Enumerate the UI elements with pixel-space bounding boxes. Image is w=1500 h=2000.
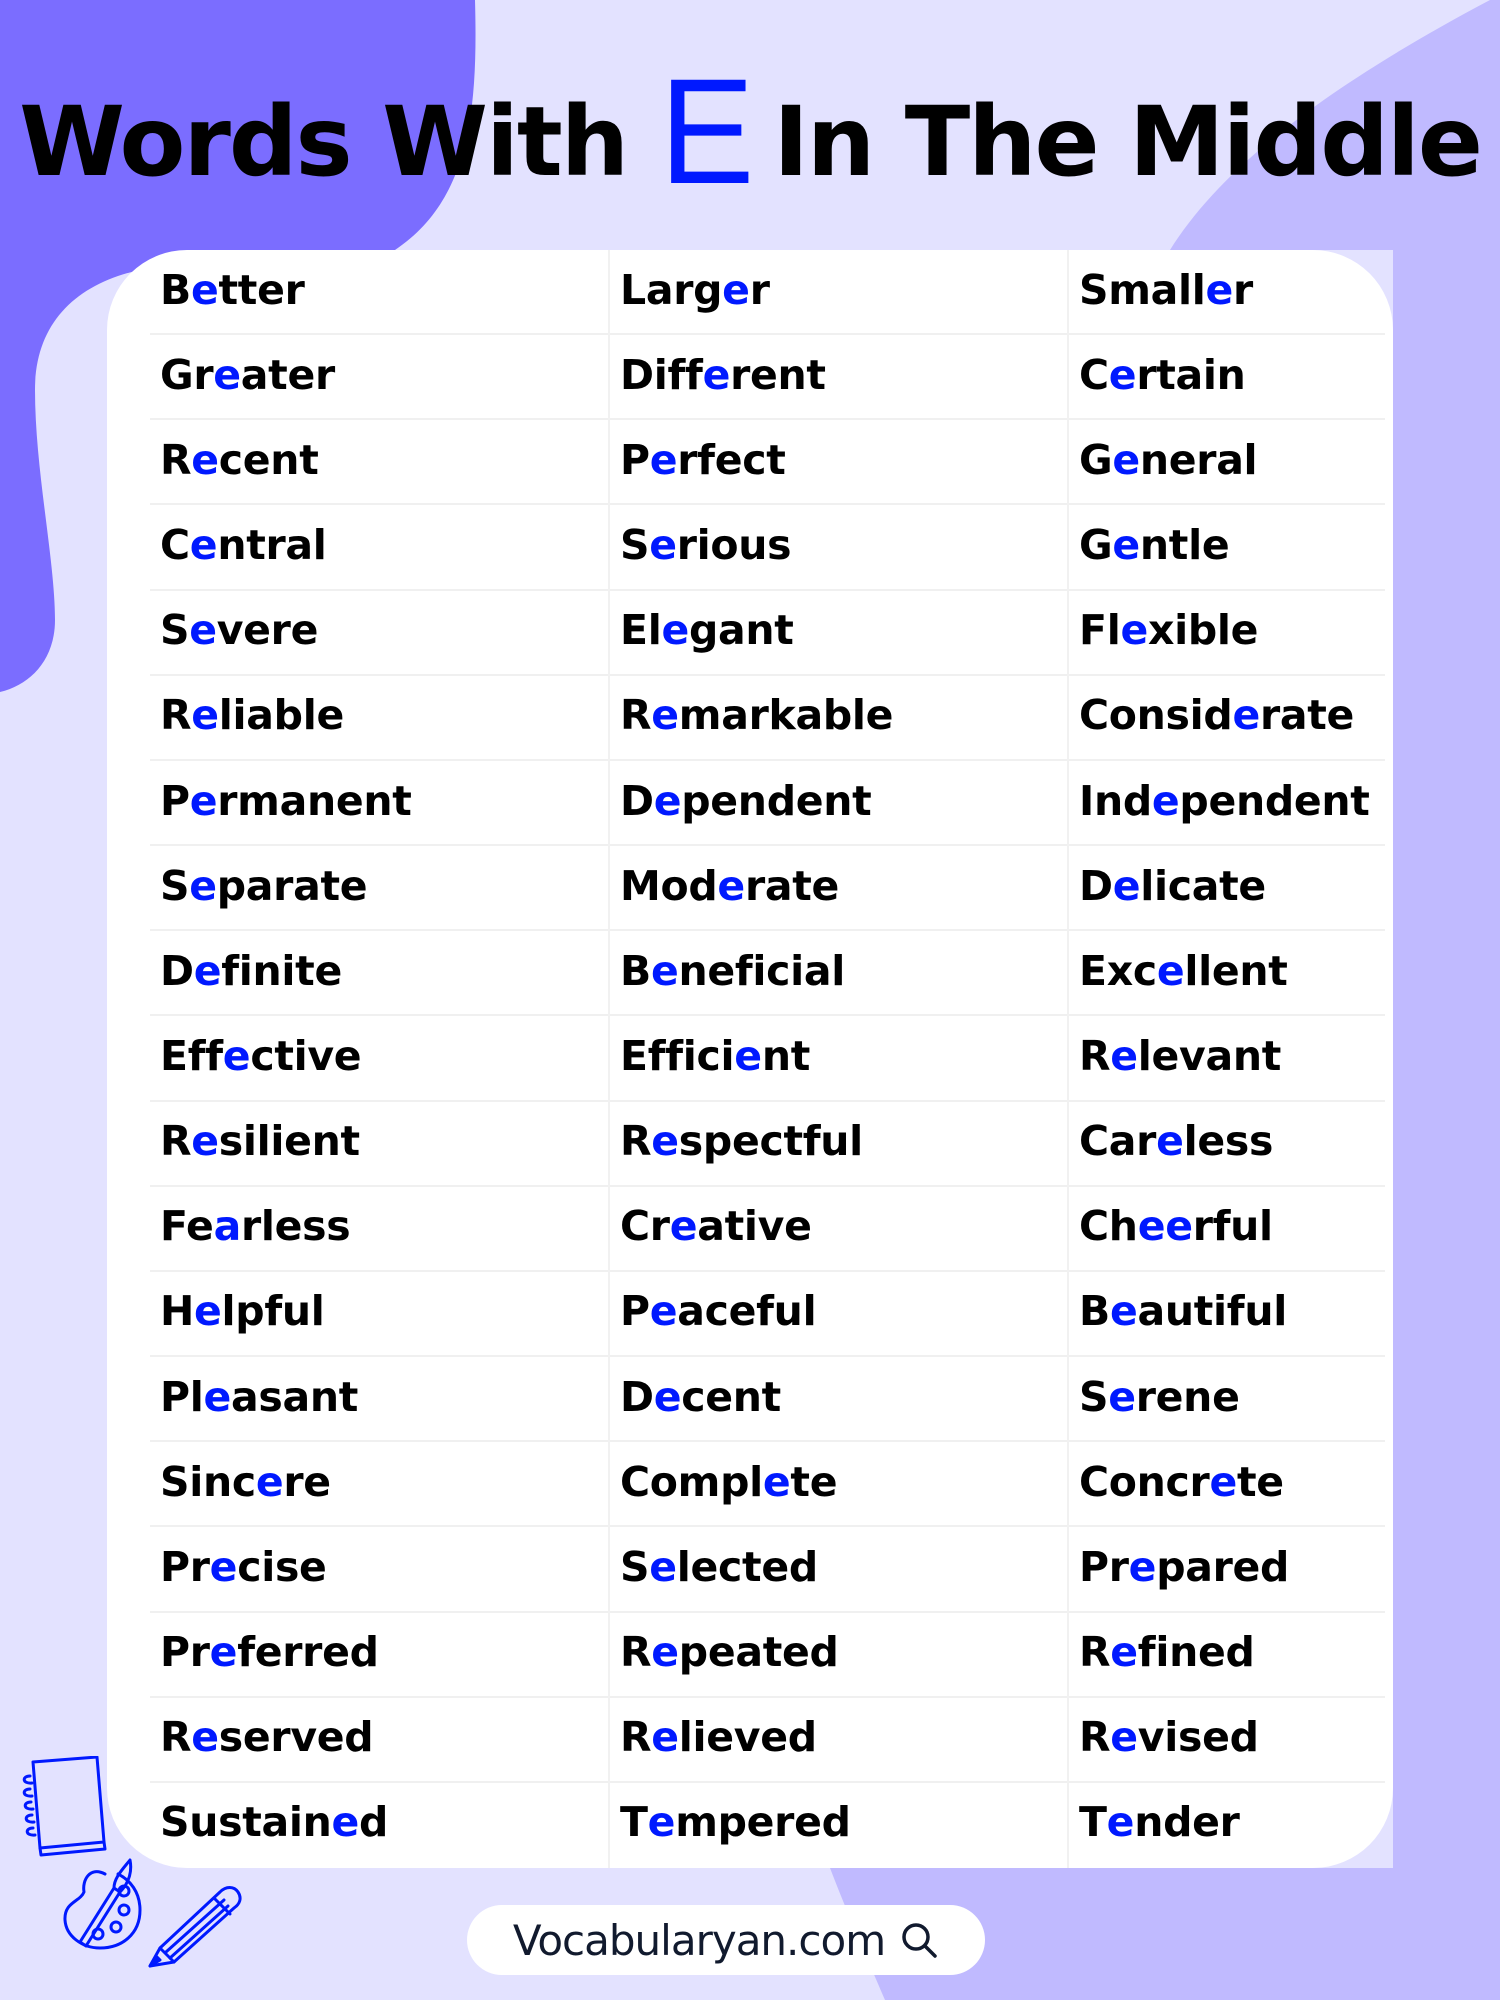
page-title	[0, 47, 1500, 215]
word-part: R	[1079, 1031, 1111, 1080]
highlighted-letter: e	[194, 1287, 222, 1336]
word-part: ctive	[250, 1031, 362, 1080]
word-part: spectful	[678, 1117, 863, 1166]
word-part: G	[1079, 435, 1113, 484]
word-part: C	[1079, 350, 1109, 399]
word-cell	[107, 505, 608, 590]
pencil-icon	[146, 1878, 246, 1968]
word-part: R	[620, 1628, 652, 1677]
word-cell	[1067, 1272, 1393, 1357]
word-part: vere	[216, 606, 319, 655]
word-cell	[1067, 1102, 1393, 1187]
highlighted-letter: e	[1108, 1372, 1136, 1421]
highlighted-letter: e	[191, 1713, 219, 1762]
word-part: C	[160, 521, 190, 570]
word-part: R	[620, 691, 652, 740]
word-cell	[107, 420, 608, 505]
highlighted-letter: e	[1156, 946, 1185, 995]
word-part: Consid	[1079, 691, 1233, 740]
word-part: Fl	[1079, 606, 1121, 655]
word-part: R	[160, 435, 192, 484]
word-part: T	[620, 1798, 648, 1847]
highlighted-letter: e	[213, 350, 241, 399]
word-part: rtain	[1136, 350, 1246, 399]
word-cell	[107, 1783, 608, 1868]
word-part: levant	[1137, 1031, 1282, 1080]
word-cell	[608, 1187, 1067, 1272]
word-part: Car	[1079, 1117, 1157, 1166]
word-list-card	[107, 250, 1393, 1868]
word-part: markable	[678, 691, 894, 740]
word-part: R	[1079, 1713, 1111, 1762]
word-part: ntral	[217, 521, 327, 570]
word-part: xible	[1147, 606, 1259, 655]
word-cell	[107, 250, 608, 335]
word-cell	[608, 1016, 1067, 1101]
word-cell	[1067, 1357, 1393, 1442]
word-part: T	[1079, 1798, 1107, 1847]
word-cell	[1067, 676, 1393, 761]
word-cell	[1067, 1527, 1393, 1612]
highlighted-letter: e	[722, 265, 750, 314]
highlighted-letter: e	[1109, 1287, 1138, 1336]
word-cell	[107, 1272, 608, 1357]
word-cell	[107, 676, 608, 761]
word-part: Pr	[1079, 1542, 1129, 1591]
word-part: liable	[218, 691, 344, 740]
word-part: ntle	[1139, 521, 1230, 570]
word-part: finite	[221, 946, 342, 995]
word-part: P	[160, 776, 190, 825]
word-cell	[608, 931, 1067, 1016]
word-part: cent	[681, 1372, 781, 1421]
word-part: ferred	[237, 1628, 379, 1677]
word-cell	[1067, 335, 1393, 420]
word-part: D	[620, 776, 654, 825]
highlighted-letter: a	[213, 1202, 241, 1251]
word-part: S	[160, 861, 190, 910]
highlighted-letter: e	[1112, 521, 1140, 570]
word-part: Diff	[620, 350, 703, 399]
word-cell	[608, 591, 1067, 676]
word-cell	[1067, 1442, 1393, 1527]
title-before: Words With	[19, 86, 628, 198]
word-part: S	[620, 521, 650, 570]
word-part: served	[218, 1713, 374, 1762]
highlighted-letter: e	[649, 1287, 678, 1336]
word-part: R	[160, 1117, 192, 1166]
word-part: S	[620, 1542, 650, 1591]
word-part: fined	[1137, 1628, 1255, 1677]
word-part: B	[160, 265, 191, 314]
highlighted-letter: e	[1205, 265, 1234, 314]
word-part: llent	[1184, 946, 1288, 995]
word-part: neral	[1139, 435, 1258, 484]
word-cell	[1067, 846, 1393, 931]
word-part: cise	[237, 1542, 327, 1591]
highlighted-letter: e	[1106, 1798, 1135, 1847]
word-part: Pr	[160, 1628, 210, 1677]
highlighted-letter: e	[1128, 1542, 1157, 1591]
word-part: H	[160, 1287, 195, 1336]
highlighted-letter: e	[1156, 1117, 1184, 1166]
word-part: re	[283, 1457, 331, 1506]
word-part: asant	[231, 1372, 359, 1421]
highlighted-letter: e	[651, 691, 679, 740]
word-cell	[107, 1102, 608, 1187]
word-part: Sustain	[160, 1798, 332, 1847]
word-cell	[608, 1102, 1067, 1187]
word-cell	[608, 1357, 1067, 1442]
highlighted-letter: e	[661, 606, 689, 655]
highlighted-letter: e	[189, 606, 217, 655]
highlighted-letter: e	[191, 1117, 219, 1166]
highlighted-letter: e	[331, 1798, 360, 1847]
highlighted-letter: e	[1232, 691, 1260, 740]
word-cell	[107, 1442, 608, 1527]
highlighted-letter: e	[1110, 1628, 1138, 1677]
word-part: Larg	[620, 265, 723, 314]
highlighted-letter: e	[189, 776, 218, 825]
word-part: neficial	[678, 946, 846, 995]
word-cell	[1067, 761, 1393, 846]
word-cell	[1067, 505, 1393, 590]
word-part: Cr	[620, 1202, 670, 1251]
word-part: tter	[218, 265, 305, 314]
notebook-icon	[20, 1756, 112, 1864]
word-part: rless	[240, 1202, 351, 1251]
word-part: mpered	[675, 1798, 851, 1847]
word-part: Mod	[620, 861, 718, 910]
word-part: ater	[240, 350, 335, 399]
highlighted-letter: e	[1110, 1713, 1138, 1762]
highlighted-letter: e	[651, 1628, 679, 1677]
word-cell	[107, 591, 608, 676]
word-cell	[608, 420, 1067, 505]
highlighted-letter: e	[1151, 776, 1180, 825]
word-part: rene	[1135, 1372, 1240, 1421]
word-cell	[608, 846, 1067, 931]
word-part: Exc	[1079, 946, 1157, 995]
word-cell	[107, 1527, 608, 1612]
word-part: Sinc	[160, 1457, 256, 1506]
highlighted-letter: ee	[1137, 1202, 1193, 1251]
word-part: R	[620, 1713, 652, 1762]
word-part: licate	[1140, 861, 1266, 910]
word-part: Eff	[160, 1031, 223, 1080]
word-part: autiful	[1137, 1287, 1287, 1336]
highlighted-letter: e	[649, 1542, 677, 1591]
word-cell	[1067, 1016, 1393, 1101]
word-part: R	[620, 1117, 652, 1166]
title-after: In The Middle	[773, 86, 1481, 198]
word-cell	[608, 505, 1067, 590]
word-part: lpful	[221, 1287, 325, 1336]
highlighted-letter: e	[1120, 606, 1148, 655]
word-part: te	[790, 1457, 838, 1506]
word-part: rful	[1192, 1202, 1273, 1251]
word-part: S	[160, 606, 190, 655]
word-part: B	[620, 946, 651, 995]
word-part: Pr	[160, 1542, 210, 1591]
word-part: d	[359, 1798, 389, 1847]
word-part: peated	[678, 1628, 839, 1677]
highlighted-letter: e	[203, 1372, 232, 1421]
highlighted-letter: e	[651, 1713, 679, 1762]
highlighted-letter: e	[1108, 350, 1137, 399]
word-cell	[608, 1272, 1067, 1357]
word-cell	[608, 761, 1067, 846]
site-url-text: Vocabularyan.com	[512, 1915, 886, 1965]
word-part: El	[620, 606, 662, 655]
word-cell	[107, 931, 608, 1016]
word-cell	[107, 1357, 608, 1442]
word-part: pendent	[1179, 776, 1370, 825]
word-grid	[107, 250, 1393, 1868]
word-part: pared	[1156, 1542, 1290, 1591]
palette-brush-icon	[60, 1858, 146, 1952]
word-part: R	[1079, 1628, 1111, 1677]
highlighted-letter: e	[189, 861, 217, 910]
word-part: D	[160, 946, 194, 995]
word-cell	[107, 1698, 608, 1783]
word-part: Ch	[1079, 1202, 1138, 1251]
word-cell	[107, 1016, 608, 1101]
word-cell	[608, 1783, 1067, 1868]
highlighted-letter: e	[649, 521, 677, 570]
word-cell	[1067, 250, 1393, 335]
word-part: less	[1183, 1117, 1274, 1166]
word-part: Concr	[1079, 1457, 1210, 1506]
site-url-badge[interactable]	[467, 1905, 985, 1975]
word-part: Fe	[160, 1202, 214, 1251]
highlighted-letter: e	[669, 1202, 698, 1251]
word-cell	[608, 250, 1067, 335]
highlighted-letter: e	[255, 1457, 284, 1506]
word-cell	[608, 676, 1067, 761]
word-part: G	[1079, 521, 1113, 570]
word-cell	[608, 1613, 1067, 1698]
word-cell	[107, 761, 608, 846]
word-part: R	[160, 691, 192, 740]
word-part: S	[1079, 1372, 1109, 1421]
word-part: r	[749, 265, 770, 314]
word-part: ative	[697, 1202, 812, 1251]
highlighted-letter: e	[647, 1798, 676, 1847]
word-part: rious	[676, 521, 792, 570]
highlighted-letter: e	[190, 265, 219, 314]
word-part: Pl	[160, 1372, 204, 1421]
word-part: rate	[744, 861, 840, 910]
word-part: silient	[218, 1117, 360, 1166]
word-part: rfect	[677, 435, 786, 484]
word-cell	[608, 1527, 1067, 1612]
word-part: pendent	[681, 776, 872, 825]
highlighted-letter: e	[1112, 861, 1141, 910]
word-part: gant	[688, 606, 794, 655]
word-part: lected	[676, 1542, 818, 1591]
highlighted-letter: e	[209, 1542, 238, 1591]
highlighted-letter: e	[649, 435, 678, 484]
highlighted-letter: e	[191, 435, 219, 484]
word-part: aceful	[677, 1287, 817, 1336]
word-part: cent	[218, 435, 319, 484]
word-part: r	[1233, 265, 1253, 314]
word-cell	[608, 1698, 1067, 1783]
highlighted-letter: e	[734, 1031, 762, 1080]
word-cell	[107, 846, 608, 931]
highlighted-letter: e	[1110, 1031, 1138, 1080]
word-cell	[1067, 931, 1393, 1016]
word-part: parate	[216, 861, 368, 910]
word-part: D	[620, 1372, 654, 1421]
highlighted-letter: e	[762, 1457, 791, 1506]
word-part: lieved	[678, 1713, 817, 1762]
word-cell	[608, 1442, 1067, 1527]
highlighted-letter: e	[717, 861, 745, 910]
word-cell	[1067, 1613, 1393, 1698]
word-part: P	[620, 1287, 650, 1336]
highlighted-letter: e	[650, 946, 679, 995]
word-part: vised	[1137, 1713, 1259, 1762]
word-part: Effici	[620, 1031, 735, 1080]
word-cell	[1067, 1187, 1393, 1272]
highlighted-letter: e	[1112, 435, 1140, 484]
word-cell	[107, 1187, 608, 1272]
word-part: R	[160, 1713, 192, 1762]
highlighted-letter: e	[651, 1117, 679, 1166]
word-part: B	[1079, 1287, 1110, 1336]
word-cell	[1067, 1698, 1393, 1783]
highlighted-letter: e	[189, 521, 218, 570]
title-highlight-letter: E	[659, 47, 753, 215]
word-cell	[1067, 591, 1393, 676]
highlighted-letter: e	[191, 691, 219, 740]
highlighted-letter: e	[193, 946, 222, 995]
word-part: rent	[730, 350, 826, 399]
word-part: Ind	[1079, 776, 1152, 825]
word-part: te	[1237, 1457, 1284, 1506]
highlighted-letter: e	[222, 1031, 251, 1080]
word-cell	[1067, 1783, 1393, 1868]
word-part: rate	[1259, 691, 1355, 740]
highlighted-letter: e	[702, 350, 731, 399]
search-icon	[899, 1920, 939, 1960]
word-cell	[107, 335, 608, 420]
word-part: Compl	[620, 1457, 763, 1506]
word-part: nt	[761, 1031, 811, 1080]
highlighted-letter: e	[1209, 1457, 1237, 1506]
word-part: P	[620, 435, 650, 484]
highlighted-letter: e	[653, 1372, 682, 1421]
word-part: rmanent	[217, 776, 412, 825]
word-part: Gr	[160, 350, 214, 399]
word-part: nder	[1134, 1798, 1240, 1847]
word-part: Small	[1079, 265, 1206, 314]
word-cell	[608, 335, 1067, 420]
word-cell	[1067, 420, 1393, 505]
highlighted-letter: e	[653, 776, 682, 825]
word-cell	[107, 1613, 608, 1698]
highlighted-letter: e	[209, 1628, 238, 1677]
word-part: D	[1079, 861, 1113, 910]
